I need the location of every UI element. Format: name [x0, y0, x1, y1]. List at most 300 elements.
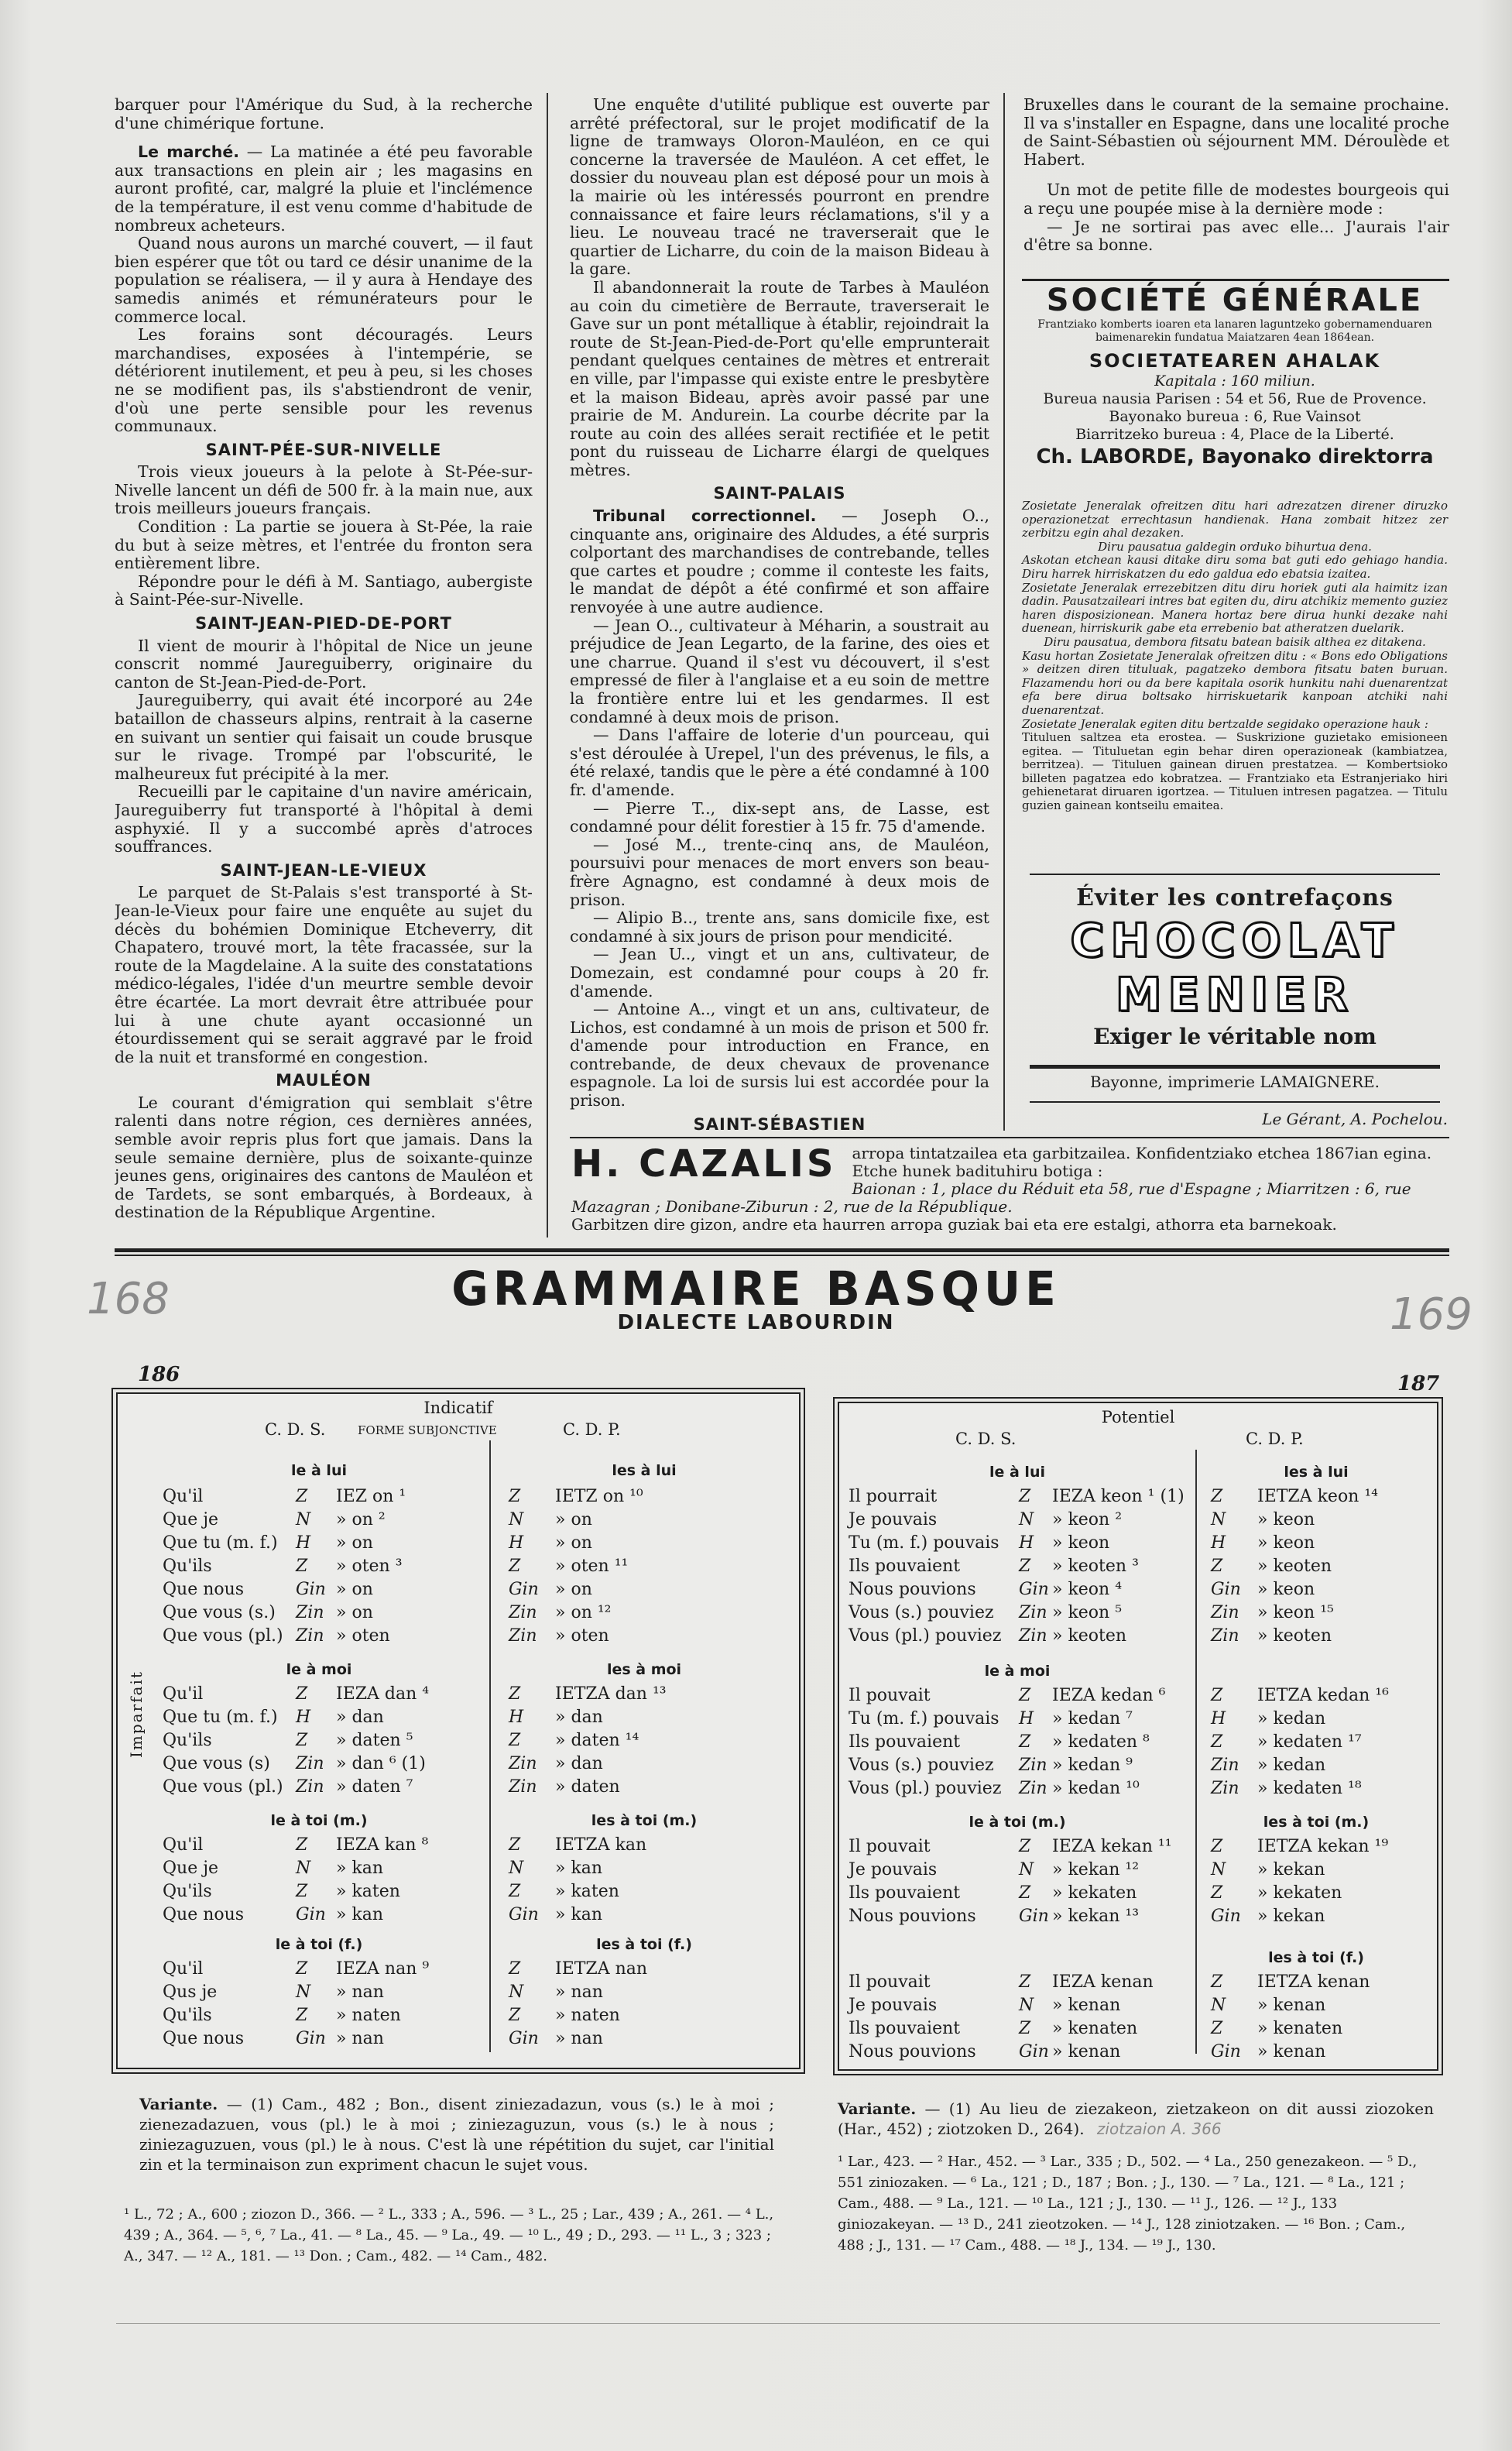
person-label: Ils pouvaient — [849, 1557, 961, 1576]
ad-title-basque: SOCIETATEAREN AHALAK — [1089, 350, 1381, 372]
ad-title: SOCIÉTÉ GÉNÉRALE — [1046, 283, 1424, 318]
section-heading: SAINT-JEAN-PIED-DE-PORT — [195, 614, 452, 633]
note-text: — (1) Cam., 482 ; Bon., disent ziniezadazun, vous (s.) le à moi ; zienezadazuen, vous (pl.) le à moi ; ziniezaguzun, vous (s.) le à nous ; ziniezaguzuen, vous (pl.) le à nous. C'est là une répétition du sujet, car l'initial zin et la terminaison zun expriment chacun le sujet vous. — [139, 2095, 774, 2174]
form-right: IETZA kan — [555, 1835, 647, 1855]
gerant-line: Le Gérant, A. Pochelou. — [1262, 1110, 1448, 1128]
form-left: » kedan ⁹ — [1052, 1756, 1133, 1775]
form-left: » daten ⁷ — [336, 1777, 413, 1797]
handwritten-note: ziotzaion A. 366 — [1096, 2120, 1222, 2138]
form-right: » on — [555, 1510, 592, 1529]
form-right: » kekan — [1257, 1907, 1325, 1926]
form-right: » keon — [1257, 1580, 1315, 1599]
conjugation-row — [839, 1557, 1437, 1580]
form-left: » on — [336, 1580, 373, 1599]
form-left: » dan ⁶ (1) — [336, 1754, 426, 1773]
paragraph: Bruxelles dans le courant de la semaine prochaine. Il va s'installer en Espagne, dans une localité proche de Saint-Sébastien où séjournent MM. Déroulède et Habert. — [1023, 96, 1449, 169]
indicatif-table — [116, 1392, 801, 2069]
conjugation-row — [839, 1996, 1437, 2019]
conjugation-row — [839, 2042, 1437, 2065]
prefix-right: Z — [509, 2006, 521, 2025]
prefix-right: Z — [1211, 1686, 1223, 1705]
prefix-right: N — [1211, 1510, 1226, 1529]
ad-text: Diru pausatua, dembora fitsatu batean baisik althea ez ditakena. — [1044, 634, 1426, 649]
person-label: Que je — [163, 1859, 219, 1878]
form-right: » oten — [555, 1626, 609, 1646]
prefix-left: Zin — [1019, 1756, 1047, 1775]
form-left: » on ² — [336, 1510, 386, 1529]
column-header: FORME SUBJONCTIVE — [358, 1423, 497, 1437]
divider — [1030, 1101, 1440, 1103]
conjugation-row — [118, 1731, 799, 1754]
vertical-label: Imparfait — [127, 1670, 146, 1758]
form-right: » naten — [555, 2006, 620, 2025]
prefix-right: Z — [509, 1731, 521, 1750]
person-label: Ils pouvaient — [849, 1732, 961, 1752]
prefix-left: Zin — [1019, 1626, 1047, 1646]
form-right: » kedan — [1257, 1709, 1326, 1728]
ad-line: Éviter les contrefaçons — [1076, 884, 1394, 911]
form-right: IETZA kekan ¹⁹ — [1257, 1837, 1389, 1856]
conjugation-row — [118, 1510, 799, 1533]
prefix-left: Z — [296, 1487, 308, 1506]
prefix-left: Z — [296, 1835, 308, 1855]
conjugation-row — [118, 1777, 799, 1800]
conjugation-row — [118, 2029, 799, 2052]
prefix-right: N — [1211, 1860, 1226, 1879]
page-edge-rule — [116, 2323, 1440, 2324]
conjugation-row — [118, 1603, 799, 1626]
handwritten-number: 168 — [87, 1274, 170, 1324]
person-label: Il pouvait — [849, 1972, 931, 1992]
prefix-left: Zin — [296, 1777, 324, 1797]
form-left: IEZA kenan — [1052, 1972, 1154, 1992]
form-left: » kenaten — [1052, 2019, 1138, 2038]
person-label: Qu'ils — [163, 1731, 212, 1750]
paragraph: — Dans l'affaire de loterie d'un pourceau, qui s'est déroulée à Urepel, l'un des prévenus, le fils, a été relaxé, tandis que le père a été condamné à 100 fr. d'amende. — [570, 726, 989, 799]
section-label: le à moi — [984, 1663, 1051, 1680]
prefix-right: Z — [1211, 2019, 1223, 2038]
paragraph: Jaureguiberry, qui avait été incorporé au 24e bataillon de chasseurs alpins, rentrait à la caserne en suivant un sentier qui faisait un coude brusque sur le rivage. Trompé par l'obscurité, le malheureux fut précipité à la mer. — [115, 691, 533, 783]
prefix-left: Z — [1019, 1972, 1031, 1992]
ad-capital: Kapitala : 160 miliun. — [1154, 372, 1315, 390]
prefix-right: Gin — [1211, 1907, 1241, 1926]
form-right: » katen — [555, 1882, 619, 1901]
paragraph: — Antoine A.., vingt et un ans, cultivateur, de Lichos, est condamné à un mois de prison et 500 fr. d'amende pour introduction en France, en contrebande, de deux chevaux de provenance espagnole. La loi de sursis lui est accordée pour la prison. — [570, 1000, 989, 1111]
column-1 — [115, 96, 533, 1241]
prefix-left: Zin — [296, 1603, 324, 1622]
prefix-left: Zin — [296, 1626, 324, 1646]
conjugation-row — [118, 1905, 799, 1928]
section-label: les à toi (m.) — [1263, 1814, 1370, 1831]
paragraph: Condition : La partie se jouera à St-Pée, la raie du but à seize mètres, et l'entrée du fronton sera entièrement libre. — [115, 517, 533, 573]
conjugation-row — [118, 1835, 799, 1859]
conjugation-row — [839, 1510, 1437, 1533]
form-left: » on — [336, 1603, 373, 1622]
form-right: » keon ¹⁵ — [1257, 1603, 1334, 1622]
section-label: les à toi (f.) — [1268, 1949, 1364, 1966]
prefix-left: Gin — [296, 1580, 326, 1599]
person-label: Vous (s.) pouviez — [849, 1756, 994, 1775]
paragraph: — Alipio B.., trente ans, sans domicile fixe, est condamné à six jours de prison pour mendicité. — [570, 908, 989, 946]
footnotes-right: ¹ Lar., 423. — ² Har., 452. — ³ Lar., 335 ; D., 502. — ⁴ La., 250 genezakeon. — ⁵ D., 551 ziniozaken. — ⁶ La., 121 ; D., 187 ; Bon. ; J., 130. — ⁷ La., 121. — ⁸ La., 121 ; Cam., 488. — ⁹ La., 121. — ¹⁰ La., 121 ; J., 130. — ¹¹ J., 126. — ¹² J., 133 giniozakeyan. — ¹³ D., 241 zieotzoken. — ¹⁴ J., 128 ziniotzaken. — ¹⁶ Bon. ; Cam., 488 ; J., 131. — ¹⁷ Cam., 488. — ¹⁸ J., 134. — ¹⁹ J., 130. — [838, 2154, 1418, 2254]
divider — [1022, 279, 1449, 281]
prefix-right: Zin — [509, 1603, 537, 1622]
conjugation-row — [839, 1580, 1437, 1603]
form-right: » kenan — [1257, 2042, 1326, 2061]
form-left: » naten — [336, 2006, 401, 2025]
grammar-title: GRAMMAIRE BASQUE — [451, 1261, 1061, 1316]
conjugation-row — [118, 1557, 799, 1580]
ad-text: Tituluen saltzea eta erostea. — Suskrizione guzietako emisioneen egitea. — Tituluetan egin behar diren operazioneak (kambiatzea, berritzea). — Tituluen gainean diruen prestatzea. — Kombertsioko billeten pagatzea edo kobratzea. — Frantziako eta Estranjeriako hiri gehienetarat diruaren igortzea. — Tituluen intresen pagatzea. — Titulu guzien gainean kontseilu emaitea. — [1022, 730, 1448, 813]
form-left: » keon ² — [1052, 1510, 1123, 1529]
conjugation-row — [839, 1626, 1437, 1649]
prefix-right: Zin — [509, 1754, 537, 1773]
conjugation-row — [118, 2006, 799, 2029]
prefix-left: H — [296, 1533, 311, 1553]
person-label: Qu'ils — [163, 2006, 212, 2025]
conjugation-row — [839, 1779, 1437, 1802]
ad-line: Baionan : 1, place du Réduit eta 58, rue d'Espagne ; Miarritzen : 6, rue Mazagran ; Donibane-Ziburun : 2, rue de la République. — [571, 1179, 1411, 1216]
prefix-left: Z — [1019, 1837, 1031, 1856]
form-left: » kenan — [1052, 2042, 1121, 2061]
conjugation-row — [839, 1709, 1437, 1732]
form-left: » kekaten — [1052, 1883, 1137, 1903]
paragraph: Quand nous aurons un marché couvert, — il faut bien espérer que tôt ou tard ce désir unanime de la population se réalisera, — il y aura à Hendaye des samedis animés et rémunérateurs pour le commerce local. — [115, 234, 533, 326]
page-divider — [115, 1255, 1449, 1256]
prefix-right: Zin — [1211, 1779, 1239, 1798]
person-label: Nous pouvions — [849, 1907, 976, 1926]
person-label: Il pouvait — [849, 1837, 931, 1856]
prefix-left: N — [296, 1982, 311, 2002]
form-right: » dan — [555, 1754, 603, 1773]
prefix-left: Z — [296, 2006, 308, 2025]
person-label: Que je — [163, 1510, 219, 1529]
form-right: IETZA nan — [555, 1959, 648, 1979]
conjugation-row — [118, 1684, 799, 1708]
ad-line: arropa tintatzailea eta garbitzailea. Konfidentziako etchea 1867ian egina. Etche hunek badituhiru botiga : — [852, 1144, 1432, 1180]
prefix-right: Gin — [509, 1580, 539, 1599]
paragraph: — Je ne sortirai pas avec elle... J'aurais l'air d'être sa bonne. — [1023, 217, 1449, 255]
prefix-left: N — [296, 1510, 311, 1529]
ad-address: Bayonako bureua : 6, Rue Vainsot — [1109, 408, 1361, 425]
form-left: » kan — [336, 1859, 384, 1878]
form-right: » on ¹² — [555, 1603, 612, 1622]
prefix-left: N — [296, 1859, 311, 1878]
conjugation-row — [839, 1883, 1437, 1907]
form-right: » daten — [555, 1777, 620, 1797]
form-left: » daten ⁵ — [336, 1731, 413, 1750]
form-right: » kenaten — [1257, 2019, 1343, 2038]
ad-text: Kasu hortan Zosietate Jeneralak ofreitzen ditu : « Bons edo Obligations » deitzen diren tituluak, pagatzeko dembora fitsatu baten buruan. Flazamendu hori ou da bere kapitala osorik hunkitu nahi duenarentzat efa bere dirua boltsako hirriskuetarik kanpoan atchiki nahi duenarentzat. — [1022, 648, 1448, 717]
prefix-right: Z — [1211, 1883, 1223, 1903]
person-label: Nous pouvions — [849, 2042, 976, 2061]
prefix-left: Gin — [1019, 1580, 1049, 1599]
prefix-right: Gin — [509, 2029, 539, 2048]
note-lead: Variante. — [139, 2095, 218, 2113]
conjugation-row — [839, 1756, 1437, 1779]
conjugation-row — [839, 1686, 1437, 1709]
person-label: Ils pouvaient — [849, 1883, 961, 1903]
prefix-right: H — [509, 1708, 524, 1727]
form-right: » kedaten ¹⁸ — [1257, 1779, 1362, 1798]
table-caption: Potentiel — [1101, 1408, 1175, 1426]
paragraph: Répondre pour le défi à M. Santiago, aubergiste à Saint-Pée-sur-Nivelle. — [115, 572, 533, 609]
section-label: les à toi (f.) — [596, 1936, 692, 1953]
divider — [570, 1137, 1449, 1138]
prefix-right: Gin — [1211, 2042, 1241, 2061]
form-left: » nan — [336, 1982, 384, 2002]
paragraph: Le courant d'émigration qui semblait s'être ralenti dans notre région, ces dernières années, semble avoir repris plus fort que jamais. Dans la seule semaine dernière, plus de soixante-quinze jeunes gens, originaires des cantons de Mauléon et de Tardets, se sont embarqués, à Bordeaux, à destination de la République Argentine. — [115, 1093, 533, 1222]
person-label: Nous pouvions — [849, 1580, 976, 1599]
form-left: IEZA keon ¹ (1) — [1052, 1487, 1185, 1506]
prefix-left: H — [1019, 1533, 1034, 1553]
prefix-left: Z — [296, 1959, 308, 1979]
prefix-left: Zin — [1019, 1779, 1047, 1798]
paragraph: — Pierre T.., dix-sept ans, de Lasse, est condamné pour délit forestier à 15 fr. 75 d'amende. — [570, 798, 989, 836]
column-header: C. D. P. — [1246, 1430, 1304, 1448]
printer-imprint: Bayonne, imprimerie LAMAIGNERE. — [1090, 1073, 1380, 1091]
section-heading: SAINT-PÉE-SUR-NIVELLE — [205, 440, 442, 459]
section-label: le à lui — [989, 1464, 1045, 1481]
prefix-left: Z — [1019, 1487, 1031, 1506]
person-label: Qu'il — [163, 1959, 204, 1979]
prefix-left: N — [1019, 1860, 1034, 1879]
prefix-left: Z — [296, 1684, 308, 1704]
person-label: Vous (pl.) pouviez — [849, 1779, 1002, 1798]
form-left: » on — [336, 1533, 373, 1553]
person-label: Qu'ils — [163, 1557, 212, 1576]
person-label: Que nous — [163, 1580, 245, 1599]
form-left: » nan — [336, 2029, 384, 2048]
ad-text: Zosietate Jeneralak ofreitzen ditu hari adrezatzen direner diruzko operazionetzat errechtasun handienak. Hana zombait hitzez zer zerbitzu egin ahal dezaken. — [1022, 499, 1448, 541]
form-right: IETZA dan ¹³ — [555, 1684, 667, 1704]
form-left: » kedan ¹⁰ — [1052, 1779, 1140, 1798]
person-label: Je pouvais — [849, 1860, 938, 1879]
form-right: » on — [555, 1533, 592, 1553]
grammar-subtitle: DIALECTE LABOURDIN — [617, 1311, 895, 1334]
paragraph: Il abandonnerait la route de Tarbes à Mauléon au coin du cimetière de Berraute, traverserait le Gave sur un pont métallique à établir, rejoindrait la route de St-Jean-Pied-de-Port qu'elle emprunterait pendant quelques centaines de mètres et entrerait en ville, par l'impasse qui existe entre le presbytère et la maison Bideau, après avoir passé par une prairie de M. Andurein. La courbe décrite par la route au coin des allées serait rectifiée et le petit pont du ruisseau de Licharre élargi de quelques mètres. — [570, 277, 989, 479]
form-left: » keoten ³ — [1052, 1557, 1139, 1576]
person-label: Qus je — [163, 1982, 218, 2002]
prefix-right: Z — [509, 1882, 521, 1901]
divider — [1030, 1065, 1440, 1069]
prefix-right: Zin — [509, 1777, 537, 1797]
societe-generale-text — [1022, 499, 1448, 813]
prefix-right: Zin — [1211, 1756, 1239, 1775]
prefix-left: Gin — [1019, 1907, 1049, 1926]
paragraph: — Joseph O.., cinquante ans, originaire des Aldudes, a été surpris colportant des marchandises de contrebande, telles que cartes et poudre ; comme il conteste les faits, le mandat de dépôt a été confirmé et son affaire renvoyée à une autre audience. — [570, 506, 989, 617]
prefix-right: Gin — [509, 1905, 539, 1924]
form-left: » kedaten ⁸ — [1052, 1732, 1150, 1752]
person-label: Qu'il — [163, 1684, 204, 1704]
prefix-left: Z — [1019, 1686, 1031, 1705]
conjugation-row — [839, 1972, 1437, 1996]
section-lead: Tribunal correctionnel. — [593, 506, 817, 526]
prefix-right: Z — [1211, 1732, 1223, 1752]
paragraph: — Jean O.., cultivateur à Méharin, a soustrait au préjudice de Jean Legarto, de la farine, des oies et une charrue. Quand il s'est vu découvert, il s'est empressé de filer à l'anglaise et a eu soin de mettre la frontière entre lui et les gendarmes. Il est condamné à deux mois de prison. — [570, 616, 989, 726]
prefix-right: H — [1211, 1533, 1226, 1553]
paragraph: — Jean U.., vingt et un ans, cultivateur, de Domezain, est condamné pour coups à 20 fr. d'amende. — [570, 945, 989, 1001]
prefix-right: Gin — [1211, 1580, 1241, 1599]
column-header: C. D. S. — [955, 1430, 1017, 1448]
prefix-left: N — [1019, 1996, 1034, 2015]
paragraph: Les forains sont découragés. Leurs marchandises, exposées à l'intempérie, se détériorent inutilement, et peu à peu, si les choses ne se modifient pas, ils s'abstiendront de venir, d'où une perte sensible pour les revenus communaux. — [115, 325, 533, 436]
section-label: les à toi (m.) — [591, 1812, 698, 1829]
ad-line: Exiger le véritable nom — [1093, 1024, 1377, 1049]
prefix-right: Z — [509, 1487, 521, 1506]
column-header: C. D. S. — [265, 1420, 326, 1439]
form-left: » kedan ⁷ — [1052, 1709, 1133, 1728]
person-label: Vous (s.) pouviez — [849, 1603, 994, 1622]
paragraph: — La matinée a été peu favorable aux transactions en plein air ; les magasins en auront profité, car, malgré la pluie et l'inclémence de la température, il est venu comme d'habitude de nombreux acheteurs. — [115, 142, 533, 235]
column-divider — [1003, 93, 1005, 1131]
conjugation-row — [118, 1882, 799, 1905]
conjugation-row — [839, 1860, 1437, 1883]
prefix-right: Z — [1211, 1487, 1223, 1506]
ad-address: Biarritzeko bureua : 4, Place de la Liberté. — [1075, 426, 1394, 443]
section-label: les à lui — [1284, 1464, 1349, 1481]
prefix-left: Gin — [296, 1905, 326, 1924]
prefix-right: N — [509, 1510, 524, 1529]
conjugation-row — [118, 1626, 799, 1649]
prefix-left: Gin — [296, 2029, 326, 2048]
form-right: » nan — [555, 2029, 603, 2048]
divider — [1030, 874, 1440, 875]
prefix-left: Z — [296, 1882, 308, 1901]
section-label: les à moi — [606, 1661, 682, 1678]
paragraph: Trois vieux joueurs à la pelote à St-Pée-sur-Nivelle lancent un défi de 500 fr. à la main nue, aux trois meilleurs joueurs français. — [115, 462, 533, 518]
person-label: Il pourrait — [849, 1487, 938, 1506]
ad-text: Diru pausatua galdegin orduko bihurtua dena. — [1098, 539, 1372, 554]
prefix-right: Z — [1211, 1972, 1223, 1992]
prefix-left: Gin — [1019, 2042, 1049, 2061]
form-right: » dan — [555, 1708, 603, 1727]
form-right: » kekan — [1257, 1860, 1325, 1879]
form-left: » keoten — [1052, 1626, 1127, 1646]
note-lead: Variante. — [838, 2099, 917, 2118]
prefix-right: Z — [509, 1684, 521, 1704]
form-left: » keon ⁵ — [1052, 1603, 1123, 1622]
person-label: Ils pouvaient — [849, 2019, 961, 2038]
form-right: » oten ¹¹ — [555, 1557, 629, 1576]
societe-generale-ad — [1022, 283, 1448, 470]
form-right: » kan — [555, 1859, 603, 1878]
person-label: Tu (m. f.) pouvais — [849, 1709, 999, 1728]
page-number: 186 — [138, 1363, 180, 1386]
form-left: IEZA kekan ¹¹ — [1052, 1837, 1172, 1856]
form-right: » kedan — [1257, 1756, 1326, 1775]
person-label: Que vous (pl.) — [163, 1626, 283, 1646]
form-right: » kan — [555, 1905, 603, 1924]
form-right: » keon — [1257, 1510, 1315, 1529]
cazalis-ad — [571, 1142, 1454, 1234]
form-right: » nan — [555, 1982, 603, 2002]
person-label: Qu'ils — [163, 1882, 212, 1901]
ad-line: Garbitzen dire gizon, andre eta haurren arropa guziak bai eta ere estalgi, athorra eta barnekoak. — [571, 1215, 1337, 1234]
person-label: Je pouvais — [849, 1996, 938, 2015]
form-right: » daten ¹⁴ — [555, 1731, 639, 1750]
form-left: » kenan — [1052, 1996, 1121, 2015]
page-number: 187 — [1397, 1372, 1440, 1395]
form-left: » oten ³ — [336, 1557, 403, 1576]
form-right: IETZA keon ¹⁴ — [1257, 1487, 1378, 1506]
section-label: le à lui — [290, 1462, 347, 1479]
form-left: IEZA nan ⁹ — [336, 1959, 430, 1979]
person-label: Qu'il — [163, 1835, 204, 1855]
potentiel-table — [838, 1402, 1438, 2071]
section-label: les à lui — [612, 1462, 677, 1479]
form-right: IETZ on ¹⁰ — [555, 1487, 643, 1506]
person-label: Que tu (m. f.) — [163, 1533, 278, 1553]
prefix-right: Zin — [1211, 1626, 1239, 1646]
prefix-right: Zin — [1211, 1603, 1239, 1622]
person-label: Il pouvait — [849, 1686, 931, 1705]
section-heading: SAINT-JEAN-LE-VIEUX — [220, 860, 427, 880]
conjugation-row — [839, 1533, 1437, 1557]
form-left: » keon — [1052, 1533, 1110, 1553]
form-left: » dan — [336, 1708, 384, 1727]
prefix-left: Z — [1019, 1557, 1031, 1576]
note-text: — (1) Au lieu de ziezakeon, zietzakeon on dit aussi ziozoken (Har., 452) ; ziotzoken D., 264). — [838, 2099, 1434, 2138]
section-heading: MAULÉON — [276, 1071, 372, 1090]
prefix-left: Z — [296, 1731, 308, 1750]
prefix-right: Z — [509, 1835, 521, 1855]
form-right: » keon — [1257, 1533, 1315, 1553]
person-label: Que vous (pl.) — [163, 1777, 283, 1797]
ad-brand: MENIER — [1115, 968, 1355, 1022]
variante-right — [838, 2099, 1434, 2139]
form-right: » on — [555, 1580, 592, 1599]
ad-subtitle: Frantziako komberts ioaren eta lanaren laguntzeko gobernamenduaren baimenarekin fundatua Maiatzaren 4ean 1864ean. — [1037, 318, 1432, 344]
handwritten-number: 169 — [1390, 1289, 1473, 1340]
paragraph: barquer pour l'Amérique du Sud, à la recherche d'une chimérique fortune. — [115, 96, 533, 132]
paragraph: Il vient de mourir à l'hôpital de Nice un jeune conscrit nommé Jaureguiberry, originaire du canton de St-Jean-Pied-de-Port. — [115, 636, 533, 692]
person-label: Tu (m. f.) pouvais — [849, 1533, 999, 1553]
person-label: Qu'il — [163, 1487, 204, 1506]
section-heading: SAINT-PALAIS — [713, 484, 846, 503]
prefix-left: Zin — [296, 1754, 324, 1773]
form-right: » kedaten ¹⁷ — [1257, 1732, 1362, 1752]
prefix-left: Z — [1019, 1732, 1031, 1752]
ad-text: Askotan etchean kausi ditake diru soma bat guti edo gehiago handia. Diru harrek hirriskatzen du edo galdua edo ebatsia izaitea. — [1022, 553, 1448, 581]
person-label: Que vous (s.) — [163, 1603, 276, 1622]
prefix-left: Z — [296, 1557, 308, 1576]
paragraph: Un mot de petite fille de modestes bourgeois qui a reçu une poupée mise à la dernière mode : — [1023, 180, 1449, 218]
column-divider — [547, 93, 548, 1238]
form-right: » kenan — [1257, 1996, 1326, 2015]
form-left: » katen — [336, 1882, 400, 1901]
conjugation-row — [118, 1580, 799, 1603]
prefix-left: H — [296, 1708, 311, 1727]
conjugation-row — [839, 1837, 1437, 1860]
prefix-right: N — [1211, 1996, 1226, 2015]
conjugation-row — [118, 1487, 799, 1510]
paragraph: Une enquête d'utilité publique est ouverte par arrêté préfectoral, sur le projet modificatif de la ligne de tramways Oloron-Mauléon, en ce qui concerne la traversée de Mauléon. A cet effet, le dossier du nouveau plan est déposé pour un mois à la mairie où les intéressés pourront en prendre connaissance et faire leurs réclamations, s'il y a lieu. Le nouveau tracé ne traverserait que le quartier de Licharre, du coin de la maison Bideau à la gare. — [570, 96, 989, 279]
ad-brand: H. CAZALIS — [571, 1142, 837, 1186]
person-label: Que nous — [163, 1905, 245, 1924]
footnotes-left: ¹ L., 72 ; A., 600 ; ziozon D., 366. — ² L., 333 ; A., 596. — ³ L., 25 ; Lar., 439 ; A., 261. — ⁴ L., 439 ; A., 364. — ⁵, ⁶, ⁷ La., 41. — ⁸ La., 45. — ⁹ La., 49. — ¹⁰ L., 49 ; D., 293. — ¹¹ L., 3 ; 323 ; A., 347. — ¹² A., 181. — ¹³ Don. ; Cam., 482. — ¹⁴ Cam., 482. — [124, 2206, 774, 2264]
prefix-right: N — [509, 1859, 524, 1878]
prefix-right: H — [1211, 1709, 1226, 1728]
variante-left — [139, 2094, 774, 2175]
person-label: Vous (pl.) pouviez — [849, 1626, 1002, 1646]
prefix-left: H — [1019, 1709, 1034, 1728]
section-label: le à toi (m.) — [270, 1812, 368, 1829]
ad-address: Bureua nausia Parisen : 54 et 56, Rue de Provence. — [1043, 390, 1427, 407]
column-3 — [1023, 96, 1449, 274]
form-right: » keoten — [1257, 1557, 1332, 1576]
person-label: Que tu (m. f.) — [163, 1708, 278, 1727]
